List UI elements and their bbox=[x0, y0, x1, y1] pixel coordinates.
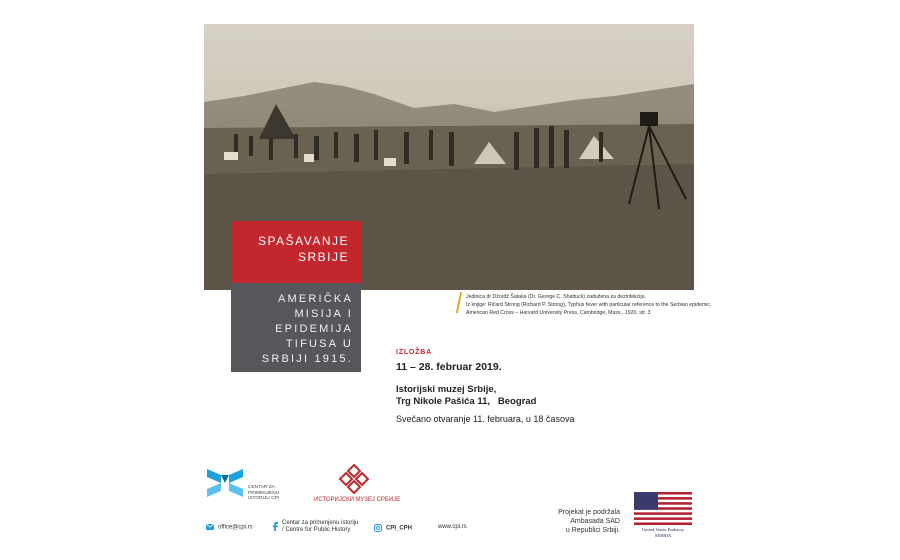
support-note bbox=[552, 508, 620, 535]
embassy-line: SERBIA bbox=[654, 532, 672, 538]
subtitle-gray-panel bbox=[231, 283, 361, 372]
embassy-label bbox=[632, 527, 694, 538]
event-label: IZLOŽBA bbox=[396, 349, 432, 356]
title-red-panel bbox=[231, 221, 361, 283]
caption-line: Jedinica dr Džordž Šataka (Dr. George C. Shattuck) zadužena za dezinfekciju, bbox=[466, 294, 646, 300]
support-line: u Republici Srbiji. bbox=[565, 527, 620, 534]
cpi-text-line: CENTAR ZA bbox=[248, 485, 275, 490]
event-venue bbox=[396, 384, 536, 408]
instagram-handle[interactable]: CPI_CPH bbox=[386, 525, 413, 532]
instagram-icon bbox=[374, 524, 382, 532]
us-flag-icon bbox=[634, 492, 692, 525]
opening-info: Svečano otvaranje 11. februara, u 18 časova bbox=[396, 414, 575, 424]
venue-line: Trg Nikole Pašića 11, Beograd bbox=[396, 396, 537, 407]
mail-icon bbox=[206, 524, 214, 530]
footer-facebook[interactable] bbox=[272, 520, 359, 534]
title-line: SRBIJE bbox=[297, 250, 349, 264]
museum-name: ИСТОРИЈСКИ МУЗЕЈ СРБИЈЕ bbox=[314, 497, 401, 503]
subtitle-line: SRBIJI 1915. bbox=[261, 353, 353, 365]
cpi-logo-icon bbox=[205, 465, 245, 501]
title-line: SPAŠAVANJE bbox=[257, 234, 349, 248]
caption-line: American Red Cross – Harvard University Press, Cambridge, Mass., 1920, str. 3 bbox=[466, 310, 651, 316]
caption-line: Iz knjige: Ričard Strong (Richard P. Strong), Typhus fever with particular reference to the Serbian epidemic, bbox=[466, 302, 712, 308]
museum-logo-icon bbox=[338, 463, 370, 495]
subtitle-line: AMERIČKA bbox=[277, 293, 353, 305]
event-dates: 11 – 28. februar 2019. bbox=[396, 361, 502, 373]
cpi-text-line: ISTORIJU CPI bbox=[248, 496, 280, 501]
embassy-line: United States Embassy bbox=[641, 527, 685, 532]
cpi-text-line: PRIMENJENU bbox=[248, 490, 280, 496]
footer-email[interactable] bbox=[206, 524, 253, 531]
footer-instagram[interactable] bbox=[374, 524, 412, 532]
caption-accent-bar bbox=[456, 292, 462, 313]
photo-caption bbox=[466, 293, 712, 317]
facebook-icon bbox=[272, 522, 278, 531]
subtitle-line: EPIDEMIJA bbox=[275, 323, 353, 335]
support-line: Projekat je podržala bbox=[558, 509, 620, 516]
email-text[interactable]: office@cpi.rs bbox=[218, 524, 253, 531]
facebook-line: / Centre for Public History bbox=[282, 527, 351, 533]
footer-website[interactable]: www.cpi.rs bbox=[438, 524, 467, 530]
venue-line: Istorijski muzej Srbije, bbox=[396, 384, 497, 395]
cpi-logo-text bbox=[248, 485, 279, 502]
subtitle-line: TIFUSA U bbox=[285, 338, 353, 350]
support-line: Ambasada SAD bbox=[570, 518, 620, 525]
subtitle-line: MISIJA I bbox=[294, 308, 353, 320]
facebook-line: Centar za primenjenu istoriju bbox=[282, 520, 359, 526]
